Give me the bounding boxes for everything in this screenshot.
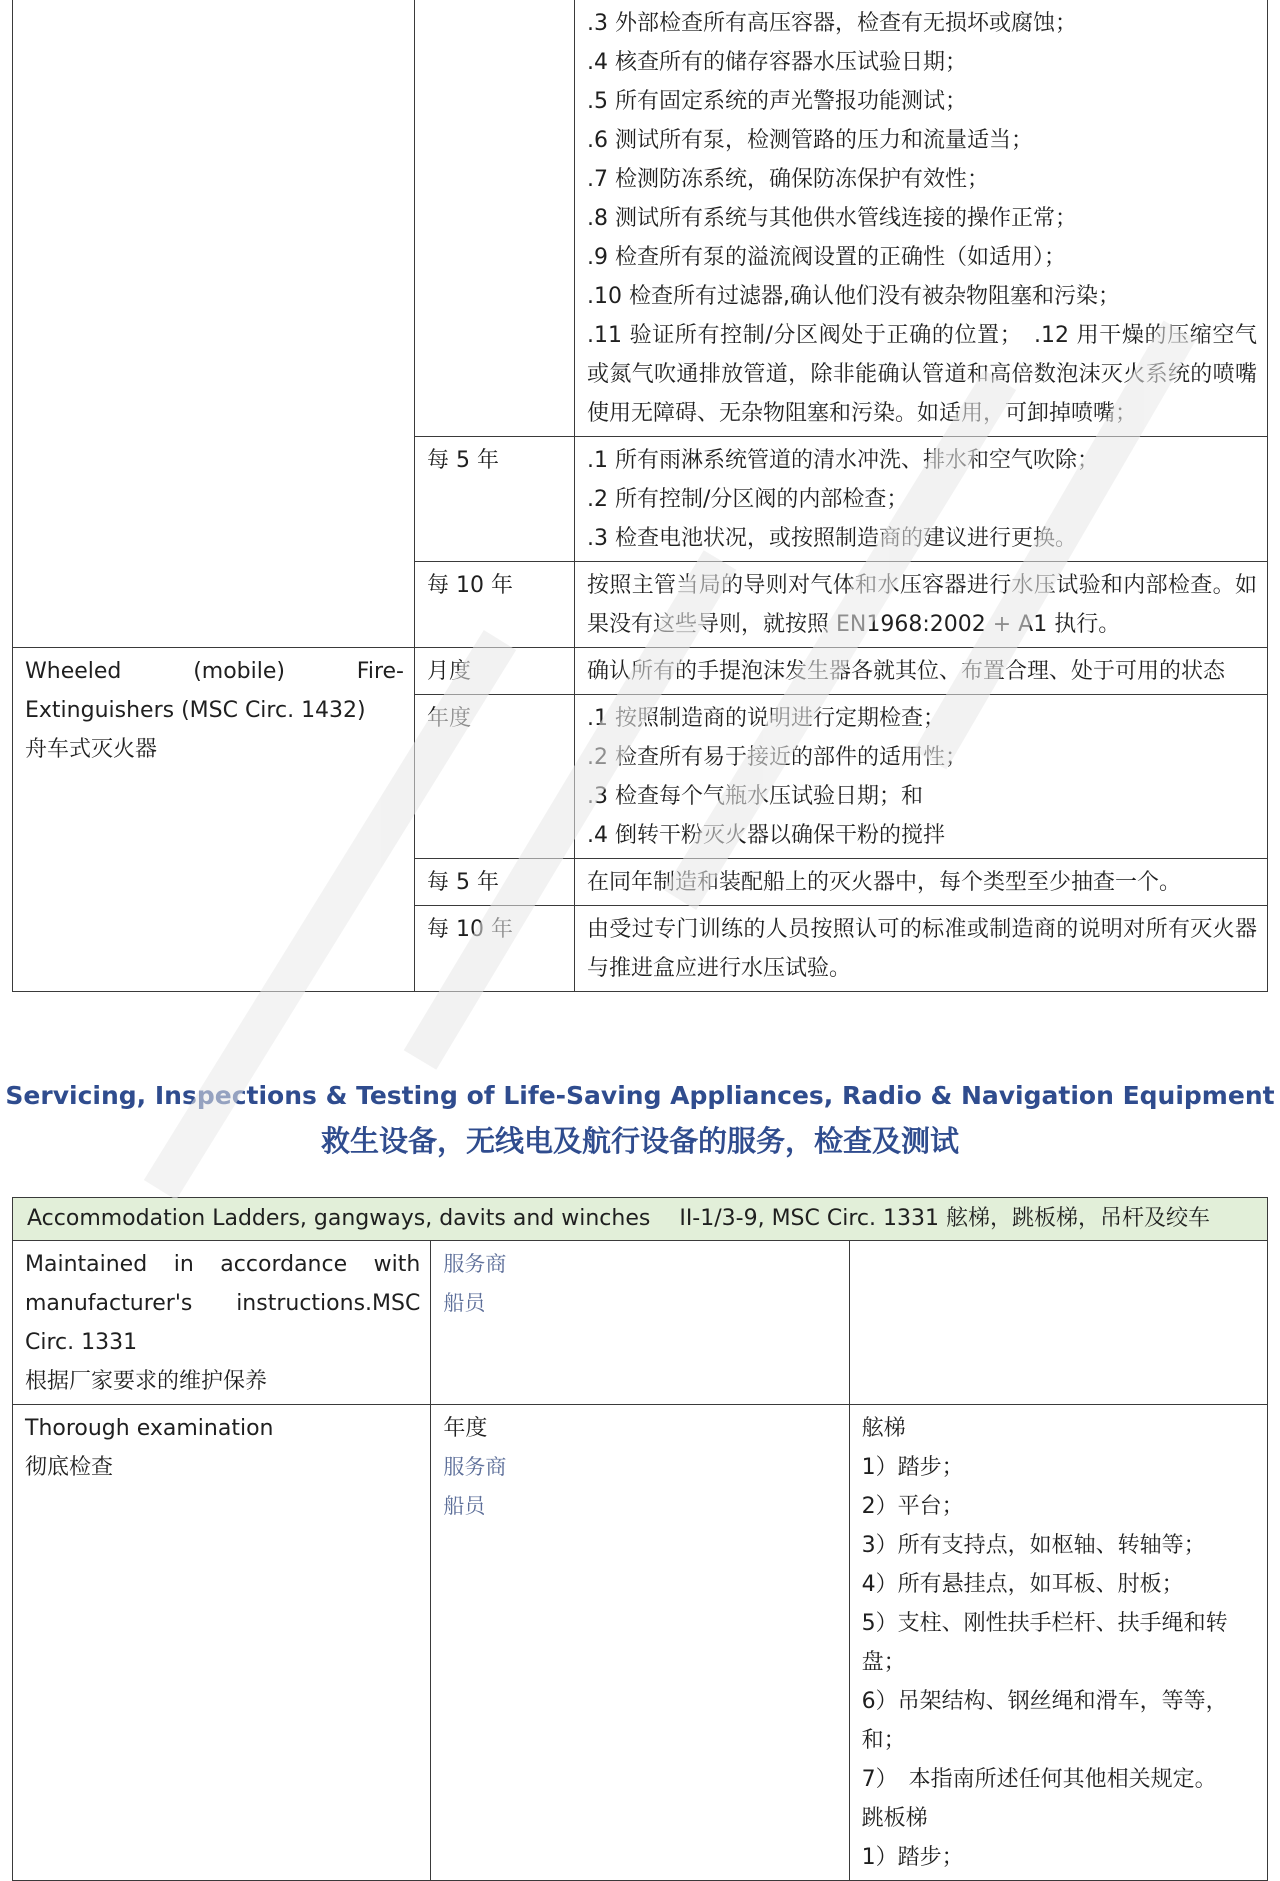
item-title-en: Maintained in accordance with manufacturer's instructions.MSC Circ. 1331 — [25, 1252, 421, 1355]
description-cell — [575, 437, 1268, 562]
item-title-zh: 彻底检查 — [25, 1455, 114, 1480]
frequency-cell — [415, 0, 575, 437]
frequency-cell: 每 5 年 — [415, 437, 575, 562]
description-line: 确认所有的手提泡沫发生器各就其位、布置合理、处于可用的状态 — [587, 659, 1226, 684]
description-line: .10 检查所有过滤器,确认他们没有被杂物阻塞和污染； — [587, 284, 1120, 309]
description-line: .11 验证所有控制/分区阀处于正确的位置； .12 用干燥的压缩空气或氮气吹通排放管道，除非能确认管道和高倍数泡沫灭火系统的喷嘴使用无障碍、无杂物阻塞和污染。如适用，可卸掉喷嘴； — [587, 323, 1257, 426]
description-line: .6 测试所有泵，检测管路的压力和流量适当； — [587, 128, 1033, 153]
item-title-en: Thorough examination — [25, 1416, 274, 1441]
description-line: 在同年制造和装配船上的灭火器中，每个类型至少抽查一个。 — [587, 870, 1182, 895]
section-title-en: Servicing, Inspections & Testing of Life-Saving Appliances, Radio & Navigation Equipment — [5, 1081, 1275, 1110]
responsible-cell — [431, 1405, 849, 1881]
description-line: 5）支柱、刚性扶手栏杆、扶手绳和转盘； — [861, 1611, 1228, 1675]
item-cell — [13, 648, 415, 992]
frequency-cell: 年度 — [415, 695, 575, 859]
description-cell — [575, 906, 1268, 992]
section-title-zh: 救生设备，无线电及航行设备的服务，检查及测试 — [320, 1124, 959, 1158]
description-cell — [849, 1405, 1267, 1881]
description-line: 6）吊架结构、钢丝绳和滑车，等等，和； — [861, 1689, 1228, 1753]
description-line: .3 外部检查所有高压容器，检查有无损坏或腐蚀； — [587, 11, 1077, 36]
description-line: .3 检查每个气瓶水压试验日期；和 — [587, 784, 923, 809]
frequency-cell: 月度 — [415, 648, 575, 695]
description-line: 7） 本指南所述任何其他相关规定。 — [861, 1767, 1217, 1792]
table-header: Accommodation Ladders, gangways, davits and winches II-1/3-9, MSC Circ. 1331 舷梯，跳板梯，吊杆及绞车 — [13, 1198, 1268, 1241]
table-header-row — [13, 1198, 1268, 1241]
item-cell — [13, 0, 415, 648]
responsible-party: 服务商 — [443, 1252, 507, 1276]
frequency-cell: 每 10 年 — [415, 906, 575, 992]
responsible-cell — [431, 1241, 849, 1405]
lsa-table — [12, 1197, 1268, 1881]
description-line: .3 检查电池状况，或按照制造商的建议进行更换。 — [587, 526, 1077, 551]
item-title-en: Wheeled (mobile) Fire-Extinguishers (MSC Circ. 1432) — [25, 659, 404, 723]
description-line: .2 检查所有易于接近的部件的适用性； — [587, 745, 967, 770]
description-line: .2 所有控制/分区阀的内部检查； — [587, 487, 909, 512]
description-cell — [575, 859, 1268, 906]
responsible-party: 船员 — [443, 1494, 486, 1518]
description-line: 2）平台； — [861, 1494, 964, 1519]
responsible-party: 服务商 — [443, 1455, 507, 1479]
item-title-zh: 舟车式灭火器 — [25, 737, 158, 762]
table-row — [13, 0, 1268, 437]
description-cell — [575, 562, 1268, 648]
item-cell — [13, 1241, 431, 1405]
description-cell — [575, 0, 1268, 437]
description-cell — [575, 648, 1268, 695]
description-line: 按照主管当局的导则对气体和水压容器进行水压试验和内部检查。如果没有这些导则，就按照 EN1968:2002 + A1 执行。 — [587, 573, 1257, 637]
description-cell — [849, 1241, 1267, 1405]
description-line: .1 所有雨淋系统管道的清水冲洗、排水和空气吹除； — [587, 448, 1099, 473]
maintenance-table — [12, 0, 1268, 992]
description-cell — [575, 695, 1268, 859]
description-line: .7 检测防冻系统，确保防冻保护有效性； — [587, 167, 989, 192]
description-line: .1 按照制造商的说明进行定期检查； — [587, 706, 945, 731]
description-line: 由受过专门训练的人员按照认可的标准或制造商的说明对所有灭火器与推进盒应进行水压试验。 — [587, 917, 1257, 981]
table-row — [13, 1405, 1268, 1881]
description-line: 跳板梯 — [861, 1806, 928, 1831]
frequency-label: 年度 — [443, 1416, 488, 1441]
frequency-cell: 每 10 年 — [415, 562, 575, 648]
description-line: 4）所有悬挂点，如耳板、肘板； — [861, 1572, 1184, 1597]
description-line: .4 倒转干粉灭火器以确保干粉的搅拌 — [587, 823, 945, 848]
description-line: 1）踏步； — [861, 1455, 964, 1480]
item-title-zh: 根据厂家要求的维护保养 — [25, 1369, 268, 1394]
description-line: .4 核查所有的储存容器水压试验日期； — [587, 50, 967, 75]
description-line: 3）所有支持点，如枢轴、转轴等； — [861, 1533, 1206, 1558]
description-line: .9 检查所有泵的溢流阀设置的正确性（如适用）； — [587, 245, 1066, 270]
table-row — [13, 1241, 1268, 1405]
responsible-party: 船员 — [443, 1291, 486, 1315]
table-row — [13, 648, 1268, 695]
description-line: .5 所有固定系统的声光警报功能测试； — [587, 89, 967, 114]
description-line: 1）踏步； — [861, 1845, 964, 1870]
description-line: 舷梯 — [861, 1416, 906, 1441]
description-line: .8 测试所有系统与其他供水管线连接的操作正常； — [587, 206, 1077, 231]
item-cell — [13, 1405, 431, 1881]
frequency-cell: 每 5 年 — [415, 859, 575, 906]
